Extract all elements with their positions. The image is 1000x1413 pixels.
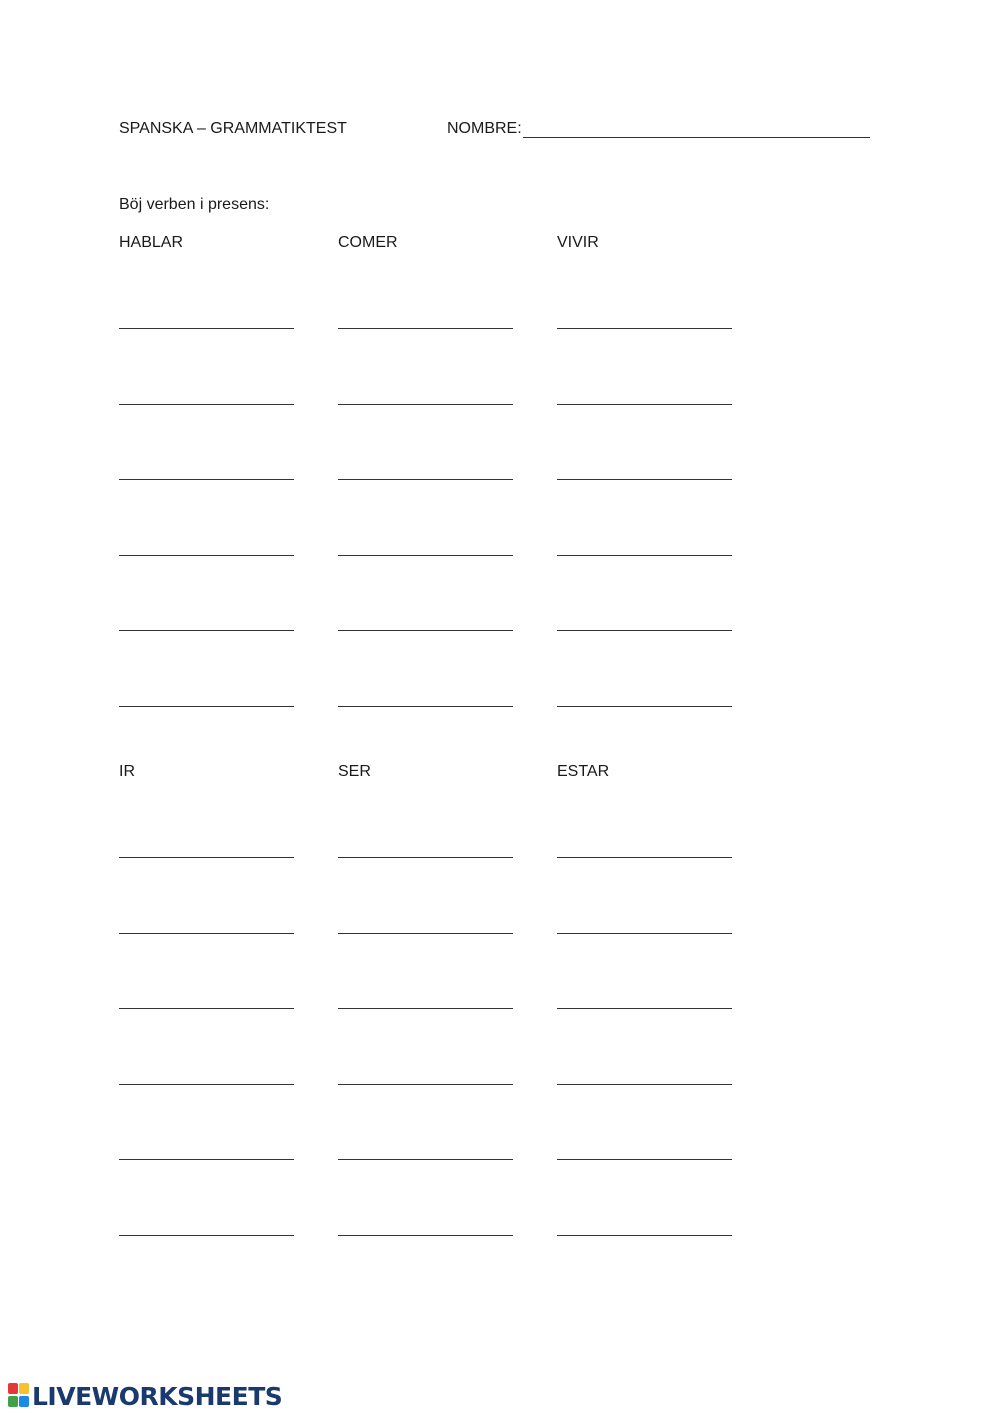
answer-blank-ir-3[interactable] <box>119 1008 294 1009</box>
answer-blank-hablar-6[interactable] <box>119 706 294 707</box>
answer-blank-comer-5[interactable] <box>338 630 513 631</box>
answer-blank-vivir-4[interactable] <box>557 555 732 556</box>
answer-blank-vivir-2[interactable] <box>557 404 732 405</box>
answer-blank-estar-5[interactable] <box>557 1159 732 1160</box>
answer-blank-estar-4[interactable] <box>557 1084 732 1085</box>
answer-blank-hablar-5[interactable] <box>119 630 294 631</box>
instruction-text: Böj verben i presens: <box>119 196 270 213</box>
answer-blank-vivir-6[interactable] <box>557 706 732 707</box>
answer-blank-comer-2[interactable] <box>338 404 513 405</box>
answer-blank-comer-1[interactable] <box>338 328 513 329</box>
name-input-line[interactable] <box>523 137 870 138</box>
verb-heading-vivir: VIVIR <box>557 234 599 251</box>
answer-blank-ser-3[interactable] <box>338 1008 513 1009</box>
answer-blank-ir-1[interactable] <box>119 857 294 858</box>
answer-blank-vivir-5[interactable] <box>557 630 732 631</box>
name-label: NOMBRE: <box>447 120 522 137</box>
answer-blank-hablar-3[interactable] <box>119 479 294 480</box>
answer-blank-comer-4[interactable] <box>338 555 513 556</box>
answer-blank-ser-6[interactable] <box>338 1235 513 1236</box>
logo-cubes-icon <box>8 1383 30 1409</box>
answer-blank-ir-2[interactable] <box>119 933 294 934</box>
answer-blank-estar-1[interactable] <box>557 857 732 858</box>
answer-blank-ser-5[interactable] <box>338 1159 513 1160</box>
verb-heading-ir: IR <box>119 763 135 780</box>
verb-heading-comer: COMER <box>338 234 398 251</box>
verb-heading-ser: SER <box>338 763 371 780</box>
answer-blank-vivir-3[interactable] <box>557 479 732 480</box>
answer-blank-vivir-1[interactable] <box>557 328 732 329</box>
liveworksheets-logo <box>8 1381 282 1411</box>
answer-blank-estar-2[interactable] <box>557 933 732 934</box>
brand-name: LIVEWORKSHEETS <box>32 1381 283 1411</box>
answer-blank-hablar-2[interactable] <box>119 404 294 405</box>
answer-blank-hablar-1[interactable] <box>119 328 294 329</box>
answer-blank-ser-4[interactable] <box>338 1084 513 1085</box>
answer-blank-ir-6[interactable] <box>119 1235 294 1236</box>
verb-heading-hablar: HABLAR <box>119 234 184 251</box>
answer-blank-comer-6[interactable] <box>338 706 513 707</box>
answer-blank-estar-3[interactable] <box>557 1008 732 1009</box>
answer-blank-hablar-4[interactable] <box>119 555 294 556</box>
answer-blank-ser-1[interactable] <box>338 857 513 858</box>
answer-blank-comer-3[interactable] <box>338 479 513 480</box>
worksheet-title: SPANSKA – GRAMMATIKTEST <box>119 120 347 137</box>
answer-blank-ir-4[interactable] <box>119 1084 294 1085</box>
answer-blank-estar-6[interactable] <box>557 1235 732 1236</box>
answer-blank-ir-5[interactable] <box>119 1159 294 1160</box>
verb-heading-estar: ESTAR <box>557 763 610 780</box>
answer-blank-ser-2[interactable] <box>338 933 513 934</box>
